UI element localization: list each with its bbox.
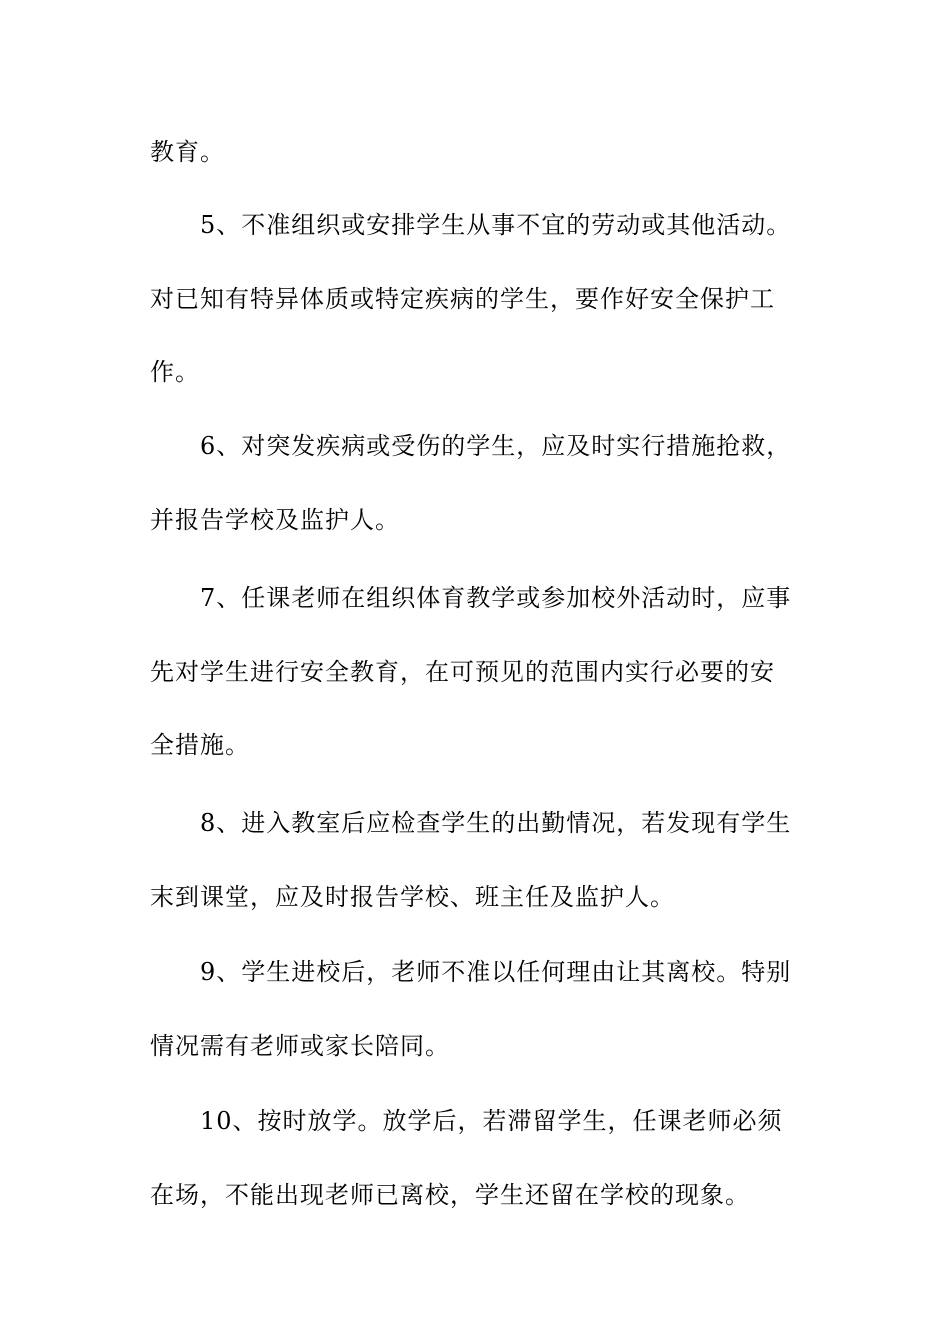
text-line: 并报告学校及监护人。 — [150, 506, 400, 534]
list-item-5: 5、不准组织或安排学生从事不宜的劳动或其他活动。 — [200, 211, 792, 239]
text-line: 先对学生进行安全教育，在可预见的范围内实行必要的安 — [150, 658, 775, 686]
text-line: 情况需有老师或家长陪同。 — [150, 1032, 450, 1060]
list-item-10: 10、按时放学。放学后，若滞留学生，任课老师必须 — [200, 1107, 783, 1135]
text-line: 对已知有特异体质或特定疾病的学生，要作好安全保护工 — [150, 285, 775, 313]
list-item-8: 8、进入教室后应检查学生的出勤情况，若发现有学生 — [200, 809, 792, 837]
list-item-7: 7、任课老师在组织体育教学或参加校外活动时，应事 — [200, 584, 792, 612]
list-item-6: 6、对突发疾病或受伤的学生，应及时实行措施抢救， — [200, 432, 792, 460]
text-line: 末到课堂，应及时报告学校、班主任及监护人。 — [150, 883, 675, 911]
list-item-9: 9、学生进校后，老师不准以任何理由让其离校。特别 — [200, 958, 792, 986]
text-line: 教育。 — [150, 138, 225, 166]
text-line: 全措施。 — [150, 731, 250, 759]
text-line: 作。 — [150, 358, 200, 386]
text-line: 在场，不能出现老师已离校，学生还留在学校的现象。 — [150, 1181, 750, 1209]
